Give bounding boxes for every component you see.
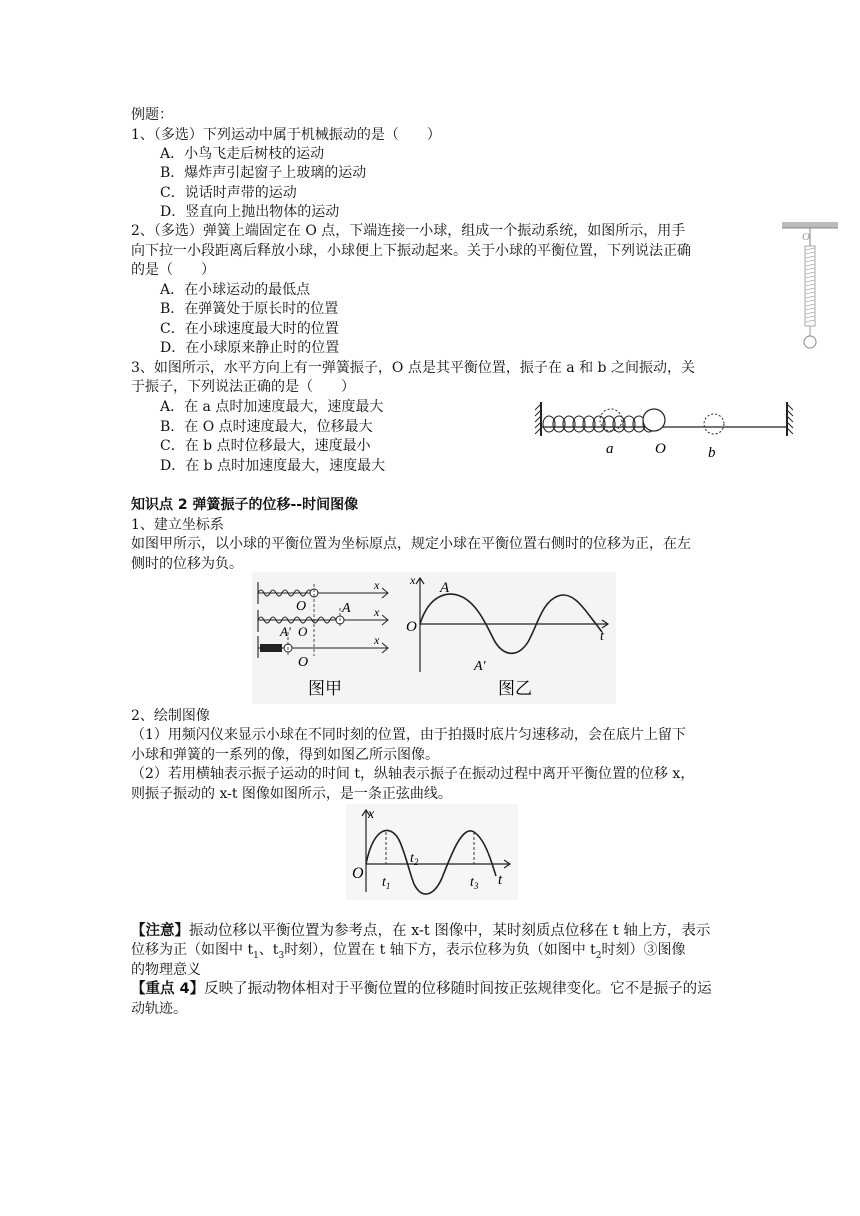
q1-option-b: B．爆炸声引起窗子上玻璃的运动	[160, 165, 367, 181]
subheading-draw-graph: 2、绘制图像	[131, 708, 210, 724]
label-b: b	[708, 445, 716, 461]
jia-x-label-1: x	[374, 578, 380, 592]
para2-line2: 小球和弹簧的一系列的像，得到如图乙所示图像。	[131, 747, 439, 763]
note-tag: 【注意】	[131, 923, 189, 939]
xt-graph-figure	[346, 804, 518, 900]
yi-A-prime-label: A′	[474, 659, 486, 674]
q1-option-c: C．说话时声带的运动	[160, 185, 297, 201]
yi-O-label: O	[406, 619, 417, 635]
jia-A-prime-label: A′	[280, 624, 291, 639]
q1-stem: 1、（多选）下列运动中属于机械振动的是（ ）	[131, 127, 441, 143]
q3-option-c: C．在 b 点时位移最大，速度最小	[160, 438, 371, 454]
xt-t1-label: $t_1$	[382, 875, 391, 891]
jia-A-label: A	[342, 601, 351, 616]
label-a: a	[606, 441, 614, 457]
jia-x-label-3: x	[374, 633, 380, 647]
q1-option-a: A．小鸟飞走后树枝的运动	[160, 146, 325, 162]
hanging-ball	[804, 336, 816, 348]
subheading-coordinate-system: 1、建立坐标系	[131, 517, 224, 533]
compressed-spring	[260, 644, 282, 652]
q2-stem-line2: 向下拉一小段距离后释放小球，小球便上下振动起来。关于小球的平衡位置，下列说法正确	[131, 243, 691, 259]
horizontal-spring-coil	[543, 416, 655, 432]
yi-t-label: t	[600, 629, 604, 644]
q3-option-b: B．在 O 点时速度最大，位移最大	[160, 419, 373, 435]
key-line2: 动轨迹。	[131, 1001, 187, 1017]
q2-option-c: C．在小球速度最大时的位置	[160, 321, 339, 337]
q2-stem-line3: 的是（ ）	[131, 262, 215, 278]
q2-option-a: A．在小球运动的最低点	[160, 282, 311, 298]
caption-yi: 图乙	[498, 679, 532, 699]
xt-t-label: t	[498, 872, 503, 888]
ball-at-b	[704, 414, 724, 434]
vertical-spring-figure	[780, 218, 840, 358]
para1-line2: 侧时的位移为负。	[131, 556, 243, 572]
q3-option-d: D．在 b 点时加速度最大，速度最大	[160, 458, 386, 474]
jia-O-label-2: O	[298, 624, 308, 639]
yi-x-label: x	[410, 573, 416, 587]
q3-option-a: A．在 a 点时加速度最大，速度最大	[160, 399, 384, 415]
yi-A-label: A	[440, 580, 450, 596]
ceiling-mount	[782, 222, 838, 228]
note-line1: 【注意】振动位移以平衡位置为参考点，在 x-t 图像中，某时刻质点位移在 t 轴上方，表示	[131, 923, 711, 939]
figure-jia-yi	[252, 572, 616, 704]
jia-O-label-1: O	[296, 599, 307, 614]
para3-line2: 则振子振动的 x-t 图像如图所示，是一条正弦曲线。	[131, 786, 452, 802]
q2-option-b: B．在弹簧处于原长时的位置	[160, 301, 339, 317]
xt-t3-label: $t_3$	[470, 875, 479, 891]
note-line3: 的物理意义	[131, 962, 201, 978]
q3-stem-line2: 于振子，下列说法正确的是（ ）	[131, 379, 355, 395]
horizontal-spring-figure	[533, 398, 795, 462]
xt-x-label: x	[368, 807, 375, 822]
jia-x-label-2: x	[374, 605, 380, 619]
xt-O-label: O	[352, 865, 364, 882]
para1-line1: 如图甲所示，以小球的平衡位置为坐标原点，规定小球在平衡位置右侧时的位移为正，在左	[131, 536, 691, 552]
para3-line1: （2）若用横轴表示振子运动的时间 t，纵轴表示振子在振动过程中离开平衡位置的位移 x，	[131, 766, 695, 782]
jia-O-label-3: O	[298, 655, 309, 670]
label-O: O	[655, 441, 666, 457]
q3-stem-line1: 3、如图所示，水平方向上有一弹簧振子，O 点是其平衡位置，振子在 a 和 b 之间振动，关	[131, 360, 695, 376]
q2-stem-line1: 2、（多选）弹簧上端固定在 O 点，下端连接一小球，组成一个振动系统，如图所示，用手	[131, 223, 686, 239]
key-tag: 【重点 4】	[131, 981, 205, 997]
q2-option-d: D．在小球原来静止时的位置	[160, 340, 340, 356]
ball-at-O	[643, 409, 665, 431]
note-line2: 位移为正（如图中 $t_1$、$t_3$时刻），位置在 t 轴下方，表示位移为负（如图中 $t_2$时刻）③图像	[131, 942, 686, 961]
section-title: 知识点 2 弹簧振子的位移--时间图像	[131, 497, 359, 513]
q1-option-d: D．竖直向上抛出物体的运动	[160, 204, 340, 220]
para2-line1: （1）用频闪仪来显示小球在不同时刻的位置，由于拍摄时底片匀速移动，会在底片上留下	[131, 727, 686, 743]
key-line1: 【重点 4】反映了振动物体相对于平衡位置的位移随时间按正弦规律变化。它不是振子的运	[131, 981, 712, 997]
caption-jia: 图甲	[308, 679, 342, 699]
spring-anchor-label: O	[802, 231, 810, 243]
example-heading: 例题：	[131, 107, 173, 123]
xt-t2-label: $t_2$	[410, 851, 419, 867]
